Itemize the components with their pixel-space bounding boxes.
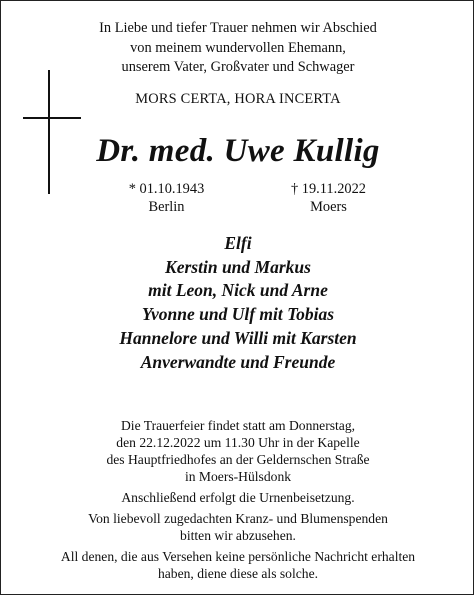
- flowers-note: bitten wir abzusehen.: [180, 528, 296, 543]
- service-line: Die Trauerfeier findet statt am Donnerstag,: [120, 418, 356, 433]
- service-info: [1, 417, 474, 582]
- birth-date: * 01.10.1943: [128, 181, 205, 197]
- mourner-line: Elfi: [224, 233, 252, 253]
- intro-text: [1, 19, 474, 78]
- death-info: [271, 180, 386, 216]
- intro-line: unserem Vater, Großvater und Schwager: [121, 59, 355, 75]
- birth-place: Berlin: [148, 199, 185, 215]
- death-place: Moers: [310, 199, 347, 215]
- mourner-line: Kerstin und Markus: [165, 256, 311, 277]
- deceased-name: Dr. med. Uwe Kullig: [96, 133, 380, 169]
- birth-info: [109, 180, 224, 216]
- motto: MORS CERTA, HORA INCERTA: [135, 91, 341, 107]
- closing-note: All denen, die aus Versehen keine persönliche Nachricht erhalten: [60, 549, 416, 564]
- service-line: des Hauptfriedhofes an der Geldernschen Straße: [106, 452, 370, 467]
- mourner-line: Yvonne und Ulf mit Tobias: [141, 304, 335, 325]
- intro-line: von meinem wundervollen Ehemann,: [130, 39, 346, 56]
- mourner-line: Hannelore und Willi mit Karsten: [119, 327, 357, 348]
- service-line: den 22.12.2022 um 11.30 Uhr in der Kapelle: [116, 435, 360, 450]
- closing-note: haben, diene diese als solche.: [157, 566, 319, 581]
- death-date: † 19.11.2022: [290, 181, 367, 197]
- flowers-note: Von liebevoll zugedachten Kranz- und Blumenspenden: [88, 511, 388, 526]
- cross-icon-beam: [23, 117, 81, 119]
- mourner-line: mit Leon, Nick und Arne: [148, 280, 328, 301]
- mourners-list: [1, 232, 474, 374]
- urn-burial-note: Anschließend erfolgt die Urnenbeisetzung.: [121, 490, 355, 505]
- intro-line: In Liebe und tiefer Trauer nehmen wir Abschied: [99, 20, 377, 36]
- service-line: in Moers-Hülsdonk: [184, 469, 292, 484]
- mourner-line: Anverwandte und Freunde: [140, 351, 336, 372]
